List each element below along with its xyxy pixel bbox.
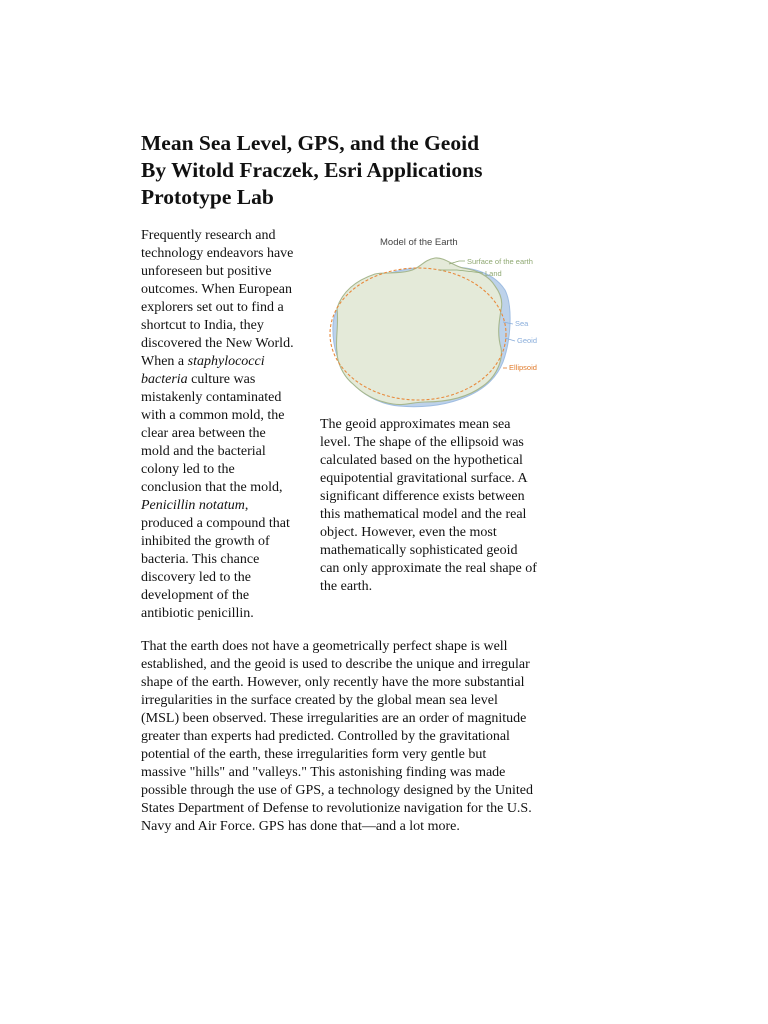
caption-line: can only approximate the real shape of [320, 561, 537, 576]
intro-text: When a [141, 354, 188, 369]
intro-line: outcomes. When European [141, 282, 292, 297]
caption-line: level. The shape of the ellipsoid was [320, 435, 524, 450]
species-name-italic: Penicillin notatum [141, 498, 245, 513]
caption-line: the earth. [320, 579, 373, 594]
caption-line: significant difference exists between [320, 489, 525, 504]
caption-line: calculated based on the hypothetical [320, 453, 523, 468]
body-line: States Department of Defense to revolutionize navigation for the U.S. [141, 801, 532, 816]
intro-line: unforeseen but positive [141, 264, 272, 279]
body-line: possible through the use of GPS, a technology designed by the United [141, 783, 533, 798]
intro-line: produced a compound that [141, 516, 290, 531]
intro-line: mold and the bacterial [141, 444, 266, 459]
intro-text: culture was [187, 372, 256, 387]
body-line: shape of the earth. However, only recently have the more substantial [141, 675, 525, 690]
intro-line: with a common mold, the [141, 408, 285, 423]
intro-line: Frequently research and [141, 228, 276, 243]
earth-model-figure [317, 230, 562, 410]
intro-line: discovery led to the [141, 570, 252, 585]
caption-line: mathematically sophisticated geoid [320, 543, 518, 558]
label-ellipsoid: Ellipsoid [509, 363, 537, 372]
body-line: established, and the geoid is used to describe the unique and irregular [141, 657, 530, 672]
body-line: Navy and Air Force. GPS has done that—and a lot more. [141, 819, 460, 834]
figure-caption [320, 416, 560, 596]
intro-line: conclusion that the mold, [141, 480, 283, 495]
title-line-1: Mean Sea Level, GPS, and the Geoid [141, 131, 480, 155]
intro-line: antibiotic penicillin. [141, 606, 254, 621]
title-line-3: Prototype Lab [141, 185, 274, 209]
intro-line: shortcut to India, they [141, 318, 264, 333]
label-surface-of-the-earth: Surface of the earth [467, 257, 533, 266]
species-name-italic: bacteria [141, 372, 188, 387]
caption-line: The geoid approximates mean sea [320, 417, 511, 432]
label-land: Land [485, 269, 502, 278]
intro-line: explorers set out to find a [141, 300, 284, 315]
intro-line: discovered the New World. [141, 336, 294, 351]
intro-line: mistakenly contaminated [141, 390, 282, 405]
intro-line [141, 353, 316, 371]
intro-line: clear area between the [141, 426, 266, 441]
intro-line: development of the [141, 588, 250, 603]
label-sea: Sea [515, 319, 529, 328]
intro-text: , [244, 498, 249, 513]
body-line: That the earth does not have a geometrically perfect shape is well [141, 639, 508, 654]
figure-title: Model of the Earth [380, 237, 458, 248]
land-shape [336, 258, 501, 405]
surface-leader-line [449, 261, 465, 264]
earth-model-diagram [317, 230, 562, 410]
title-line-2: By Witold Fraczek, Esri Applications [141, 158, 483, 182]
caption-line: this mathematical model and the real [320, 507, 527, 522]
intro-line: technology endeavors have [141, 246, 294, 261]
intro-line [141, 371, 316, 389]
body-line: greater than experts had predicted. Controlled by the gravitational [141, 729, 510, 744]
species-name-italic: staphylococci [187, 354, 265, 369]
intro-line: inhibited the growth of [141, 534, 270, 549]
body-paragraph [141, 638, 571, 836]
body-line: (MSL) been observed. These irregularities are an order of magnitude [141, 711, 527, 726]
label-geoid: Geoid [517, 336, 538, 345]
body-line: potential of the earth, these irregularities form very gentle but [141, 747, 487, 762]
intro-line: bacteria. This chance [141, 552, 260, 567]
intro-line: colony led to the [141, 462, 235, 477]
body-line: irregularities in the surface created by the global mean sea level [141, 693, 498, 708]
intro-paragraph [141, 227, 316, 623]
intro-line [141, 497, 316, 515]
caption-line: object. However, even the most [320, 525, 497, 540]
article-title [141, 130, 561, 211]
body-line: massive "hills" and "valleys." This astonishing finding was made [141, 765, 506, 780]
caption-line: equipotential gravitational surface. A [320, 471, 528, 486]
